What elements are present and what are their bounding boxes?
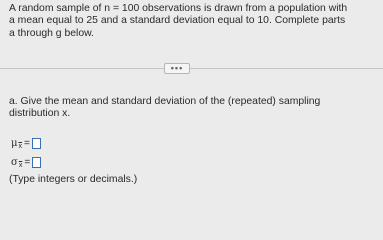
input-hint: (Type integers or decimals.) [9, 174, 138, 185]
sigma-symbol: σ [11, 156, 18, 168]
problem-line-3: a through g below. [9, 27, 94, 39]
mean-answer-input[interactable] [32, 138, 41, 149]
problem-line-1: A random sample of n = 100 observations is drawn from a population with [9, 3, 348, 14]
problem-statement [9, 3, 377, 40]
sd-answer-row [11, 155, 41, 169]
sigma-equals: = [24, 156, 31, 168]
part-a-question [9, 96, 377, 121]
mean-answer-row [11, 136, 41, 150]
sigma-subscript: $\overline{x}$ [18, 161, 23, 169]
section-divider [0, 68, 383, 69]
mu-equals: = [24, 137, 30, 149]
expand-more-button[interactable]: ••• [164, 63, 190, 74]
problem-line-2: a mean equal to 25 and a standard deviation equal to 10. Complete parts [9, 15, 346, 27]
sd-answer-input[interactable] [32, 157, 41, 168]
part-a-line-1: a. Give the mean and standard deviation of the (repeated) sampling [9, 96, 321, 107]
mu-subscript: $\overline{x}$ [18, 142, 22, 150]
part-a-line-2: distribution x. [9, 108, 71, 120]
mu-symbol: μ [11, 137, 18, 149]
